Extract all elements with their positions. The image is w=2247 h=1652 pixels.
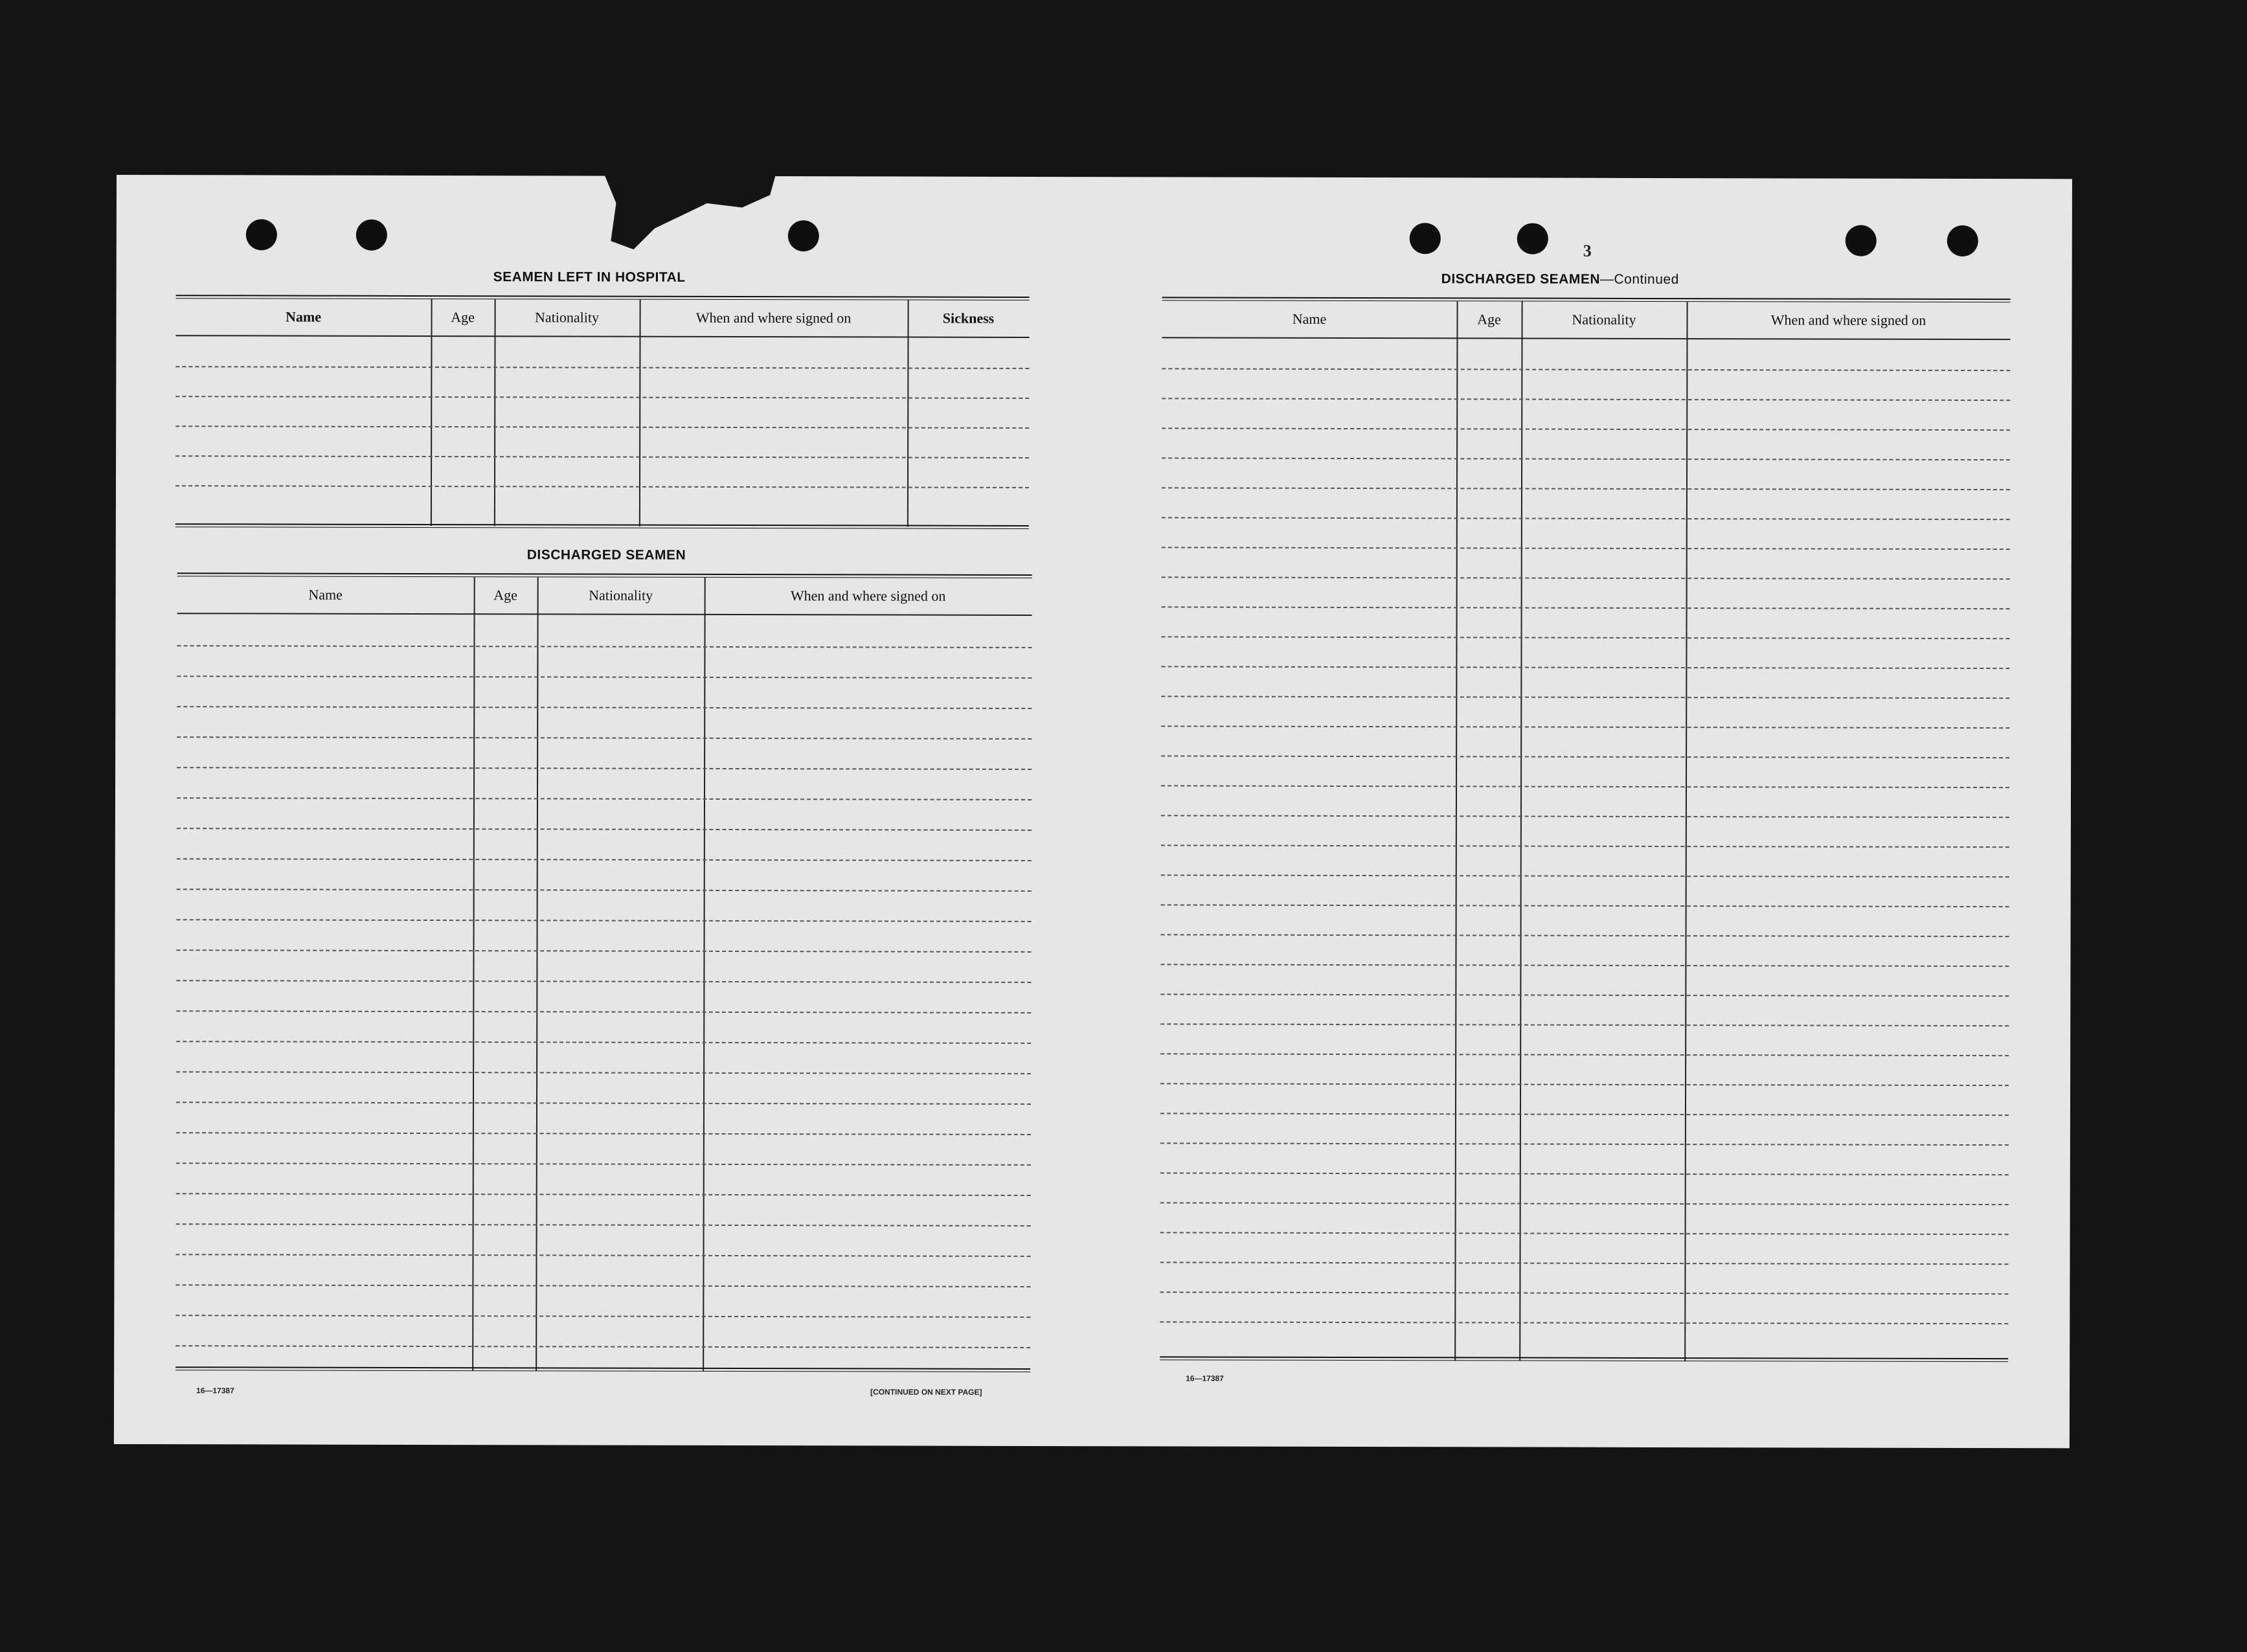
row-line — [1162, 487, 2010, 490]
row-line — [1161, 815, 2009, 818]
row-line — [176, 1132, 1031, 1135]
row-line — [177, 919, 1032, 922]
hospital-table — [175, 295, 1030, 530]
row-line — [175, 366, 1029, 369]
row-line — [176, 1193, 1031, 1196]
row-line — [1161, 874, 2009, 877]
punch-hole — [1410, 223, 1441, 254]
row-line — [1161, 755, 2009, 758]
table-bottom-rule — [175, 523, 1029, 529]
row-line — [1160, 1172, 2009, 1175]
table-top-rule — [176, 295, 1030, 300]
column-divider — [472, 577, 475, 1371]
discharged-section-title: DISCHARGED SEAMEN — [526, 547, 686, 563]
discharged-continued-title — [1441, 271, 1679, 288]
row-line — [1160, 1053, 2009, 1056]
header-rule — [177, 613, 1032, 616]
row-line — [1161, 844, 2009, 848]
row-line — [1160, 1262, 2008, 1265]
row-line — [1160, 1291, 2008, 1295]
row-line — [177, 645, 1032, 648]
page-number: 3 — [1583, 241, 1592, 260]
row-line — [177, 797, 1032, 800]
form-number: 16—17387 — [1186, 1374, 1224, 1383]
column-header-signed-on: When and where signed on — [695, 309, 852, 326]
column-header-nationality: Nationality — [589, 587, 653, 604]
column-divider — [431, 299, 433, 526]
column-divider — [1519, 302, 1522, 1361]
column-divider — [1454, 301, 1458, 1361]
row-line — [176, 1162, 1031, 1166]
row-line — [1160, 993, 2009, 997]
column-divider — [494, 299, 496, 526]
column-header-sickness: Sickness — [942, 310, 995, 326]
row-line — [1160, 1023, 2009, 1026]
row-line — [177, 858, 1032, 861]
row-line — [177, 706, 1032, 709]
column-header-nationality: Nationality — [535, 309, 600, 326]
punch-hole — [1846, 225, 1877, 256]
row-line — [177, 888, 1032, 892]
row-line — [1162, 457, 2010, 460]
row-line — [177, 675, 1032, 679]
row-line — [1161, 785, 2009, 788]
row-line — [177, 828, 1032, 831]
row-line — [1160, 1142, 2009, 1146]
row-line — [1162, 517, 2010, 520]
hospital-section-title: SEAMEN LEFT IN HOSPITAL — [493, 269, 686, 285]
punch-hole — [1517, 223, 1548, 255]
punch-hole — [1947, 225, 1978, 256]
column-header-age: Age — [1477, 311, 1501, 328]
row-line — [1162, 636, 2010, 639]
column-header-signed-on: When and where signed on — [790, 587, 946, 604]
row-line — [175, 425, 1029, 429]
row-line — [176, 1254, 1031, 1257]
row-line — [1160, 1232, 2009, 1235]
discharged-continued-table — [1160, 297, 2010, 1367]
table-top-rule — [177, 572, 1032, 578]
header-rule — [175, 335, 1029, 338]
row-line — [177, 736, 1032, 740]
row-line — [1161, 696, 2009, 699]
column-header-age: Age — [493, 587, 517, 604]
form-number: 16—17387 — [196, 1386, 234, 1396]
row-line — [176, 1071, 1031, 1074]
row-line — [1160, 964, 2009, 967]
row-line — [176, 1041, 1031, 1044]
row-line — [1162, 427, 2010, 431]
discharged-table — [175, 572, 1032, 1377]
row-line — [175, 1315, 1030, 1318]
table-bottom-rule — [175, 1366, 1030, 1372]
column-header-name: Name — [1292, 310, 1327, 327]
row-line — [1161, 666, 2009, 669]
column-divider — [639, 300, 641, 526]
row-line — [1161, 934, 2009, 937]
continued-note: [CONTINUED ON NEXT PAGE] — [870, 1387, 982, 1397]
table-top-rule — [1162, 297, 2011, 302]
column-divider — [907, 300, 909, 527]
row-line — [1162, 398, 2010, 401]
row-line — [1162, 576, 2010, 580]
column-divider — [1684, 302, 1688, 1361]
row-line — [1160, 1202, 2009, 1205]
table-bottom-rule — [1160, 1356, 2008, 1362]
row-line — [176, 1223, 1031, 1227]
row-line — [175, 396, 1029, 399]
column-header-name: Name — [286, 308, 322, 325]
torn-corner — [602, 170, 777, 255]
ledger-sheet — [114, 175, 2072, 1448]
row-line — [1160, 1113, 2009, 1116]
row-line — [177, 767, 1032, 770]
row-line — [175, 455, 1029, 458]
column-header-nationality: Nationality — [1572, 311, 1636, 328]
row-line — [1161, 725, 2009, 729]
column-header-signed-on: When and where signed on — [1770, 311, 1926, 328]
row-line — [176, 980, 1031, 983]
row-line — [176, 1010, 1031, 1013]
discharged-continued-label: DISCHARGED SEAMEN — [1441, 271, 1601, 287]
row-line — [1162, 547, 2010, 550]
row-line — [1160, 1083, 2009, 1086]
row-line — [175, 1345, 1030, 1348]
row-line — [175, 1284, 1030, 1287]
row-line — [1161, 904, 2009, 907]
punch-hole — [788, 220, 819, 251]
row-line — [175, 485, 1029, 488]
row-line — [1162, 606, 2010, 609]
punch-hole — [246, 219, 277, 250]
column-header-age: Age — [451, 309, 475, 326]
row-line — [1160, 1321, 2008, 1324]
continued-suffix: —Continued — [1600, 271, 1679, 288]
header-rule — [1162, 337, 2010, 340]
column-divider — [703, 578, 706, 1372]
punch-hole — [356, 220, 387, 251]
row-line — [176, 949, 1031, 953]
column-divider — [536, 577, 539, 1371]
row-line — [176, 1102, 1031, 1105]
row-line — [1162, 368, 2010, 371]
column-header-name: Name — [308, 586, 343, 603]
